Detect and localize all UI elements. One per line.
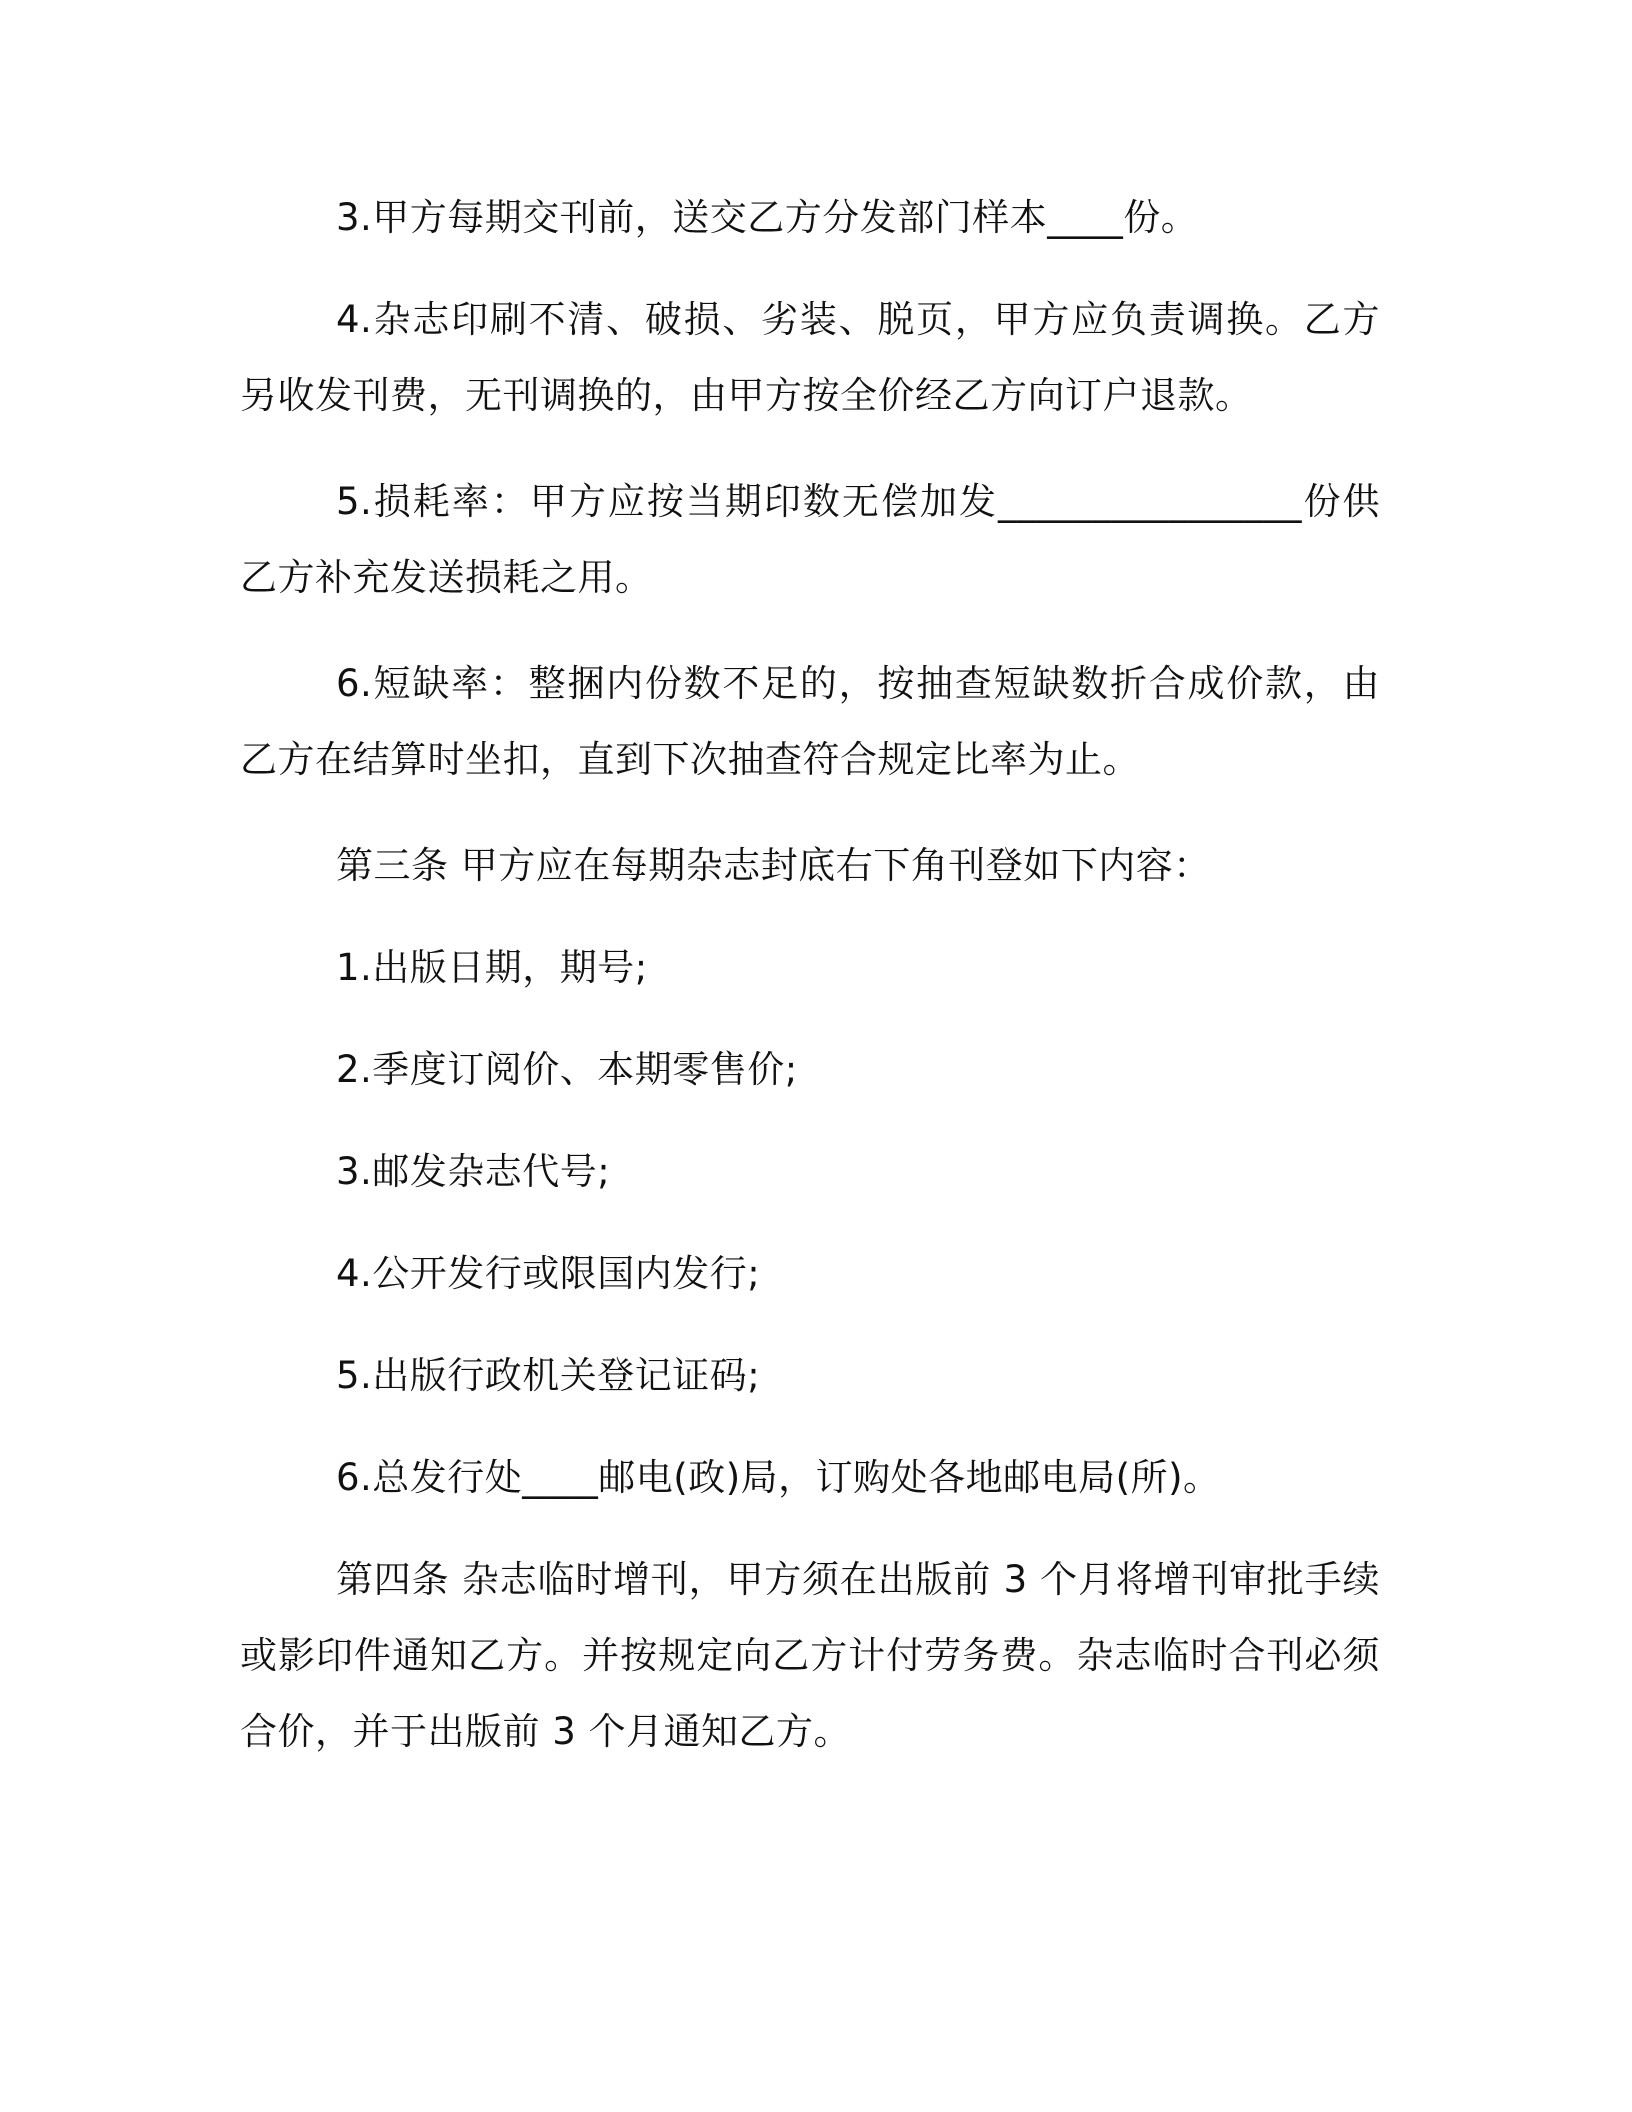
clause-2-item-6: 6.短缺率：整捆内份数不足的，按抽查短缺数折合成价款，由乙方在结算时坐扣，直到下次抽查符合规定比率为止。 <box>240 662 1380 781</box>
clause-2-item-5: 5.损耗率：甲方应按当期印数无偿加发________________份供乙方补充发送损耗之用。 <box>240 480 1380 599</box>
article-3-item-6: 6.总发行处____邮电(政)局，订购处各地邮电局(所)。 <box>336 1456 1221 1499</box>
article-3-item-1: 1.出版日期，期号; <box>336 946 648 989</box>
article-3-item-3: 3.邮发杂志代号; <box>336 1150 611 1193</box>
article-3-item-2: 2.季度订阅价、本期零售价; <box>336 1048 798 1091</box>
article-3-item-4: 4.公开发行或限国内发行; <box>336 1252 761 1295</box>
article-3-heading: 第三条 甲方应在每期杂志封底右下角刊登如下内容： <box>336 844 1211 887</box>
clause-2-item-4: 4.杂志印刷不清、破损、劣装、脱页，甲方应负责调换。乙方另收发刊费，无刊调换的，由甲方按全价经乙方向订户退款。 <box>240 298 1380 417</box>
article-4-paragraph: 第四条 杂志临时增刊，甲方须在出版前 3 个月将增刊审批手续或影印件通知乙方。并按规定向乙方计付劳务费。杂志临时合刊必须合价，并于出版前 3 个月通知乙方。 <box>240 1558 1380 1753</box>
clause-2-item-3: 3.甲方每期交刊前，送交乙方分发部门样本____份。 <box>336 196 1199 239</box>
article-3-item-5: 5.出版行政机关登记证码; <box>336 1354 761 1397</box>
